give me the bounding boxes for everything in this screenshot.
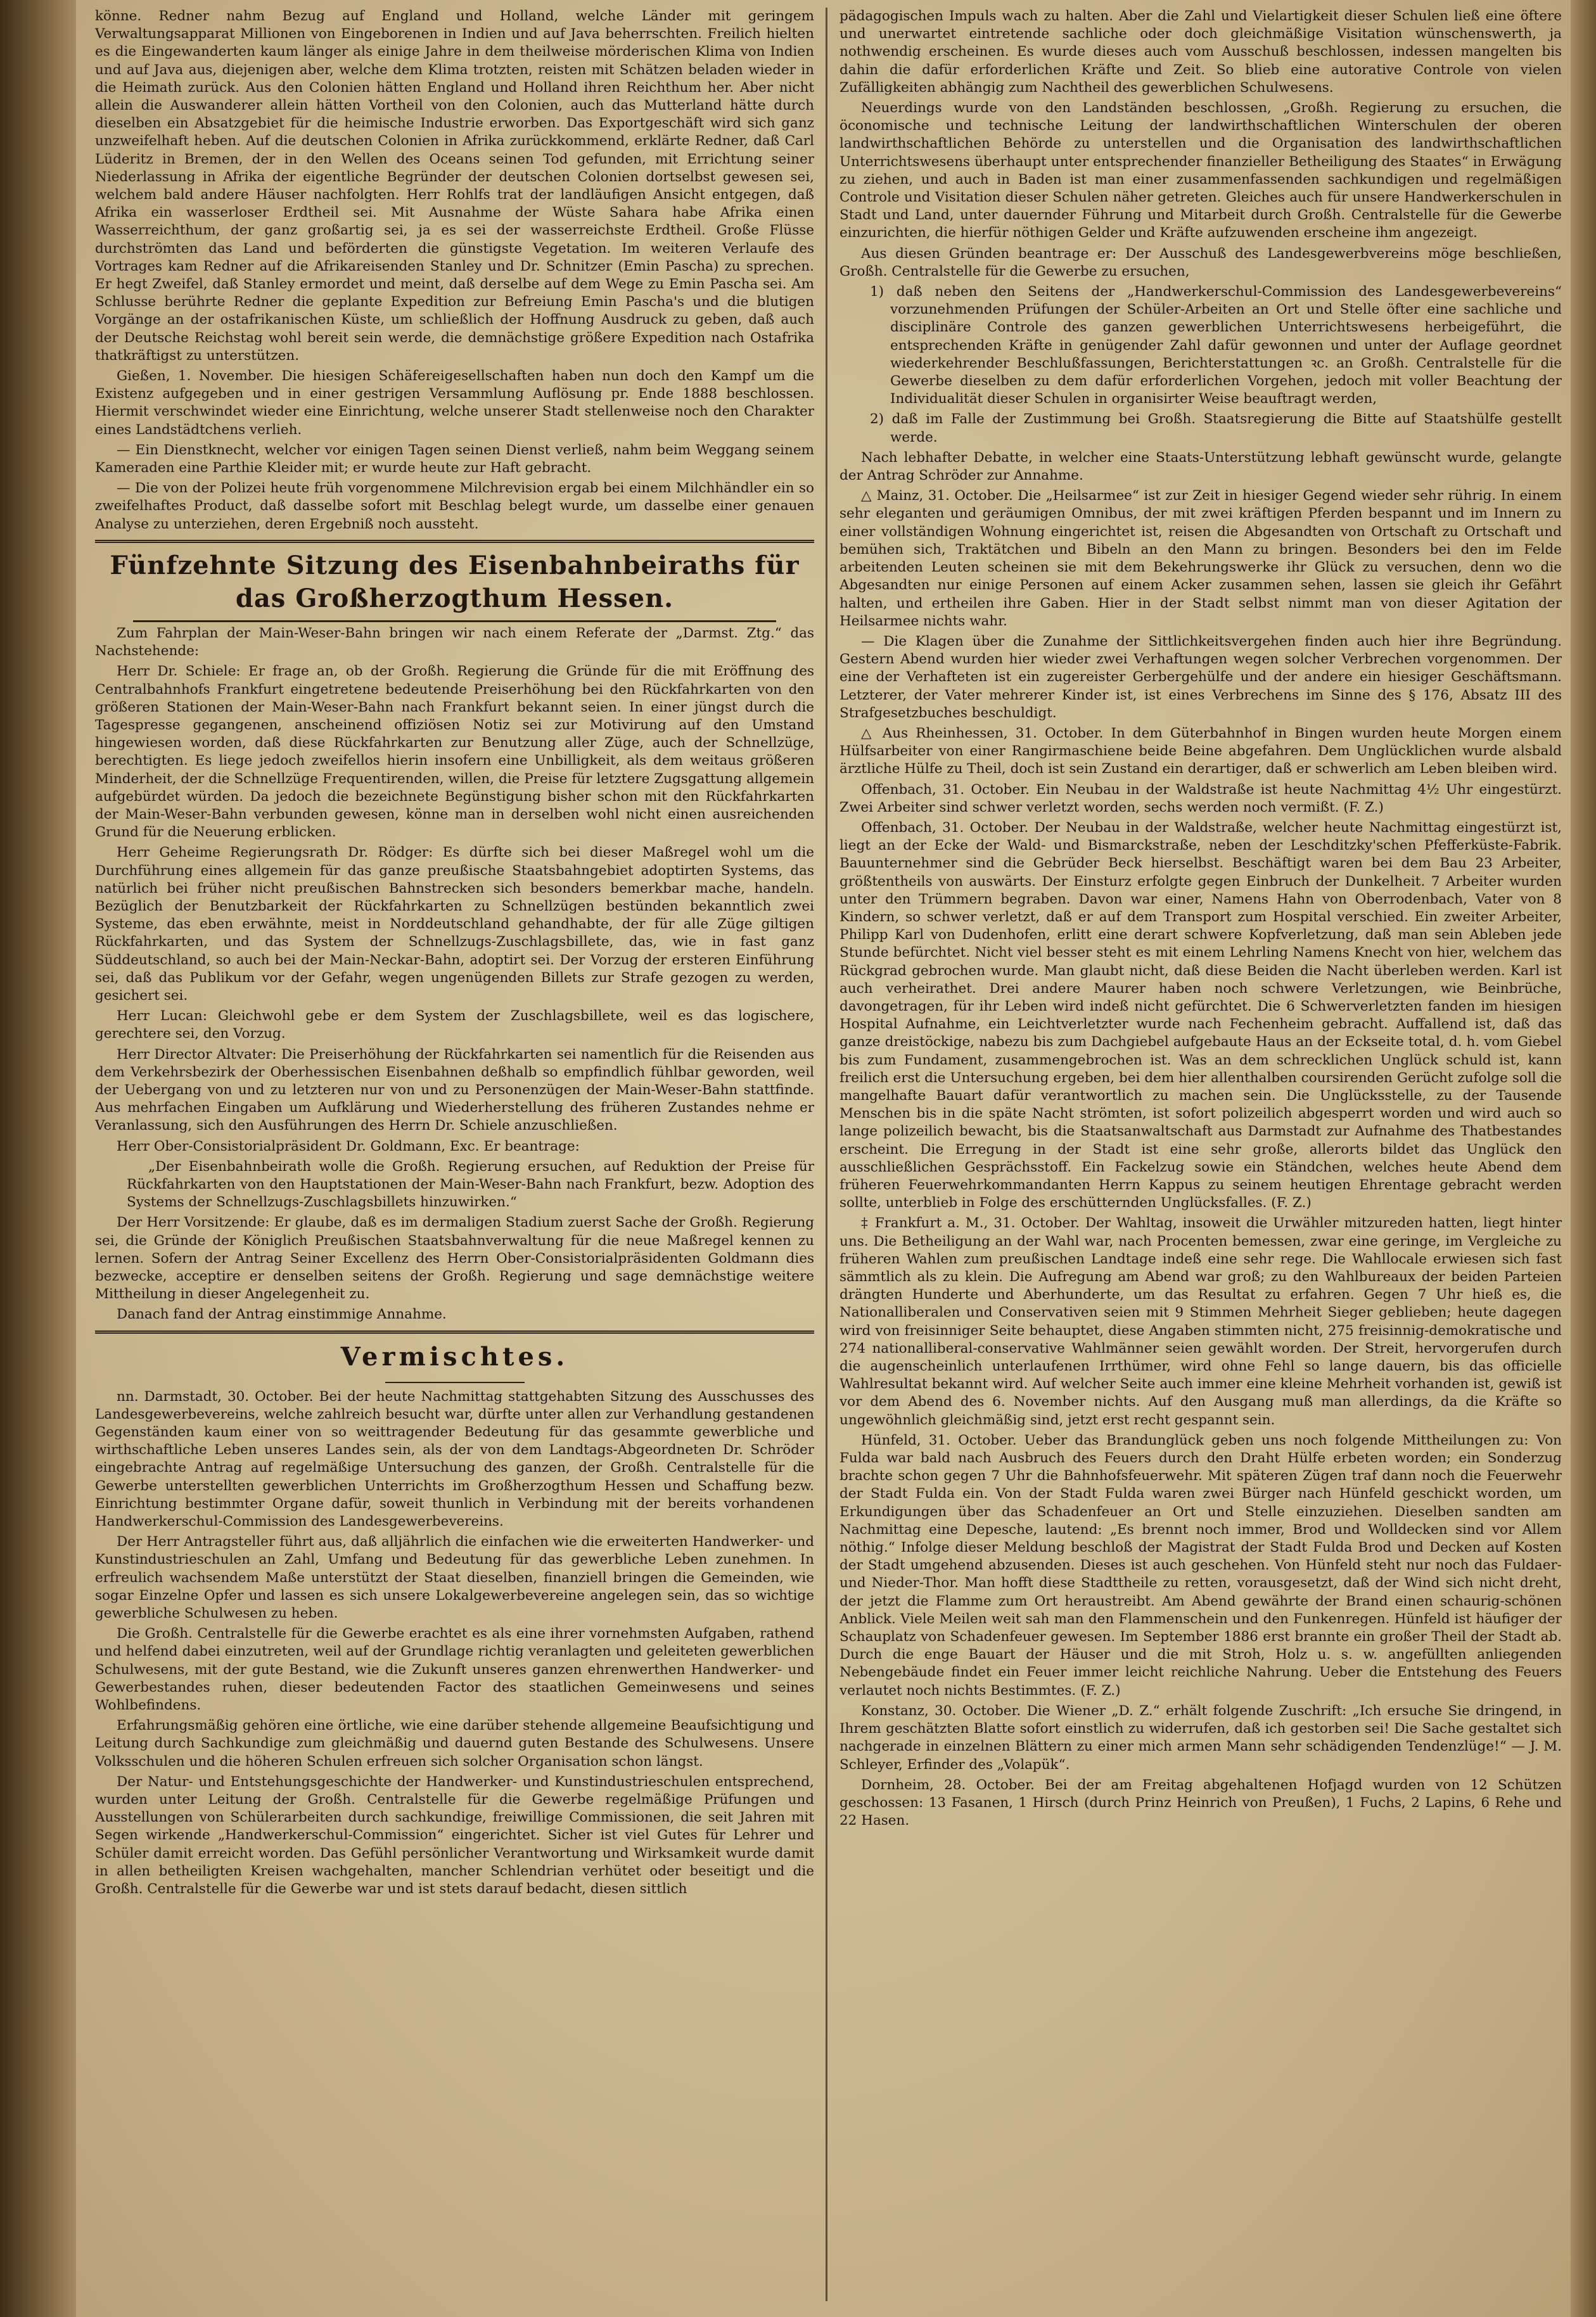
article-paragraph: — Die Klagen über die Zunahme der Sittlichkeitsvergehen finden auch hier ihre Begründung. Gestern Abend wurden hier wieder zwei Verhaftungen wegen solcher Verbrechen vorgenommen. Der eine der Verhafteten ist ein zugereister Gerbergehülfe und der andere ein hiesiger Geschäftsmann. Letzterer, der Vater mehrerer Kinder ist, ist eines Verbrechens im Sinne des § 176, Absatz III des Strafgesetzbuches beschuldigt. [839, 633, 1562, 721]
vermischtes-title: Vermischtes. [340, 1341, 569, 1372]
article-paragraph: Dornheim, 28. October. Bei der am Freitag abgehaltenen Hofjagd wurden von 12 Schützen geschossen: 13 Fasanen, 1 Hirsch (durch Prinz Heinrich von Preußen), 1 Fuchs, 2 Lapins, 6 Rehe und 22 Hasen. [839, 1777, 1562, 1829]
article-paragraph: Herr Geheime Regierungsrath Dr. Rödger: Es dürfte sich bei dieser Maßregel wohl um die Durchführung eines allgemein für das ganze preußische Staatsbahngebiet adoptirten Systems, das natürlich bei früher nicht preußischen Bahnstrecken sich besonders bemerkbar mache, handeln. Bezüglich der Benutzbarkeit der Rückfahrkarten zu Schnellzügen bestünden bekanntlich zwei Systeme, das eben erwähnte, meist in Norddeutschland gehandhabte, der für alle Züge giltigen Rückfahrkarten, und das System der Schnellzugs-Zuschlagsbillete, das, wie in fast ganz Süddeutschland, so auch bei der Main-Neckar-Bahn, adoptirt sei. Der Vorzug der ersteren Einführung sei, daß das Publikum vor der Gefahr, wegen ungenügenden Billets zur Strafe gezogen zu werden, gesichert sei. [95, 845, 814, 1004]
railway-headline: Fünfzehnte Sitzung des Eisenbahnbeiraths für das Großherzogthum Hessen. [110, 550, 800, 613]
article-paragraph: Erfahrungsmäßig gehören eine örtliche, wie eine darüber stehende allgemeine Beaufsichtigung und Leitung durch Sachkundige zum gleichmäßig und dauernd guten Bestande des Schulwesens. Unsere Volksschulen und die höheren Schulen erfreuen sich solcher Organisation schon längst. [95, 1718, 814, 1770]
article-paragraph: △ Aus Rheinhessen, 31. October. In dem Güterbahnhof in Bingen wurden heute Morgen einem Hülfsarbeiter von einer Rangirmaschiene beide Beine abgefahren. Dem Unglücklichen wurde alsbald ärztliche Hülfe zu Theil, doch ist sein Zustand ein derartiger, daß er schwerlich am Leben bleiben wird. [839, 725, 1562, 777]
article-paragraph: könne. Redner nahm Bezug auf England und Holland, welche Länder mit geringem Verwaltungsapparat Millionen von Eingeborenen in Indien und auf Java beherrschten. Freilich hielten es die Eingewanderten kaum länger als einige Jahre in dem theilweise mörderischen Klima von Indien und auf Java aus, diejenigen aber, welche dem Klima trotzten, reisten mit Schätzen beladen wieder in die Heimath zurück. Aus den Colonien hätten England und Holland ihren Reichthum her. Aber nicht allein die Auswanderer allein hätten Vortheil von den Colonien, auch das Mutterland hätte durch dieselben ein Absatzgebiet für die heimische Industrie erworben. Das Exportgeschäft wird sich ganz unzweifelhaft heben. Auf die deutschen Colonien in Afrika zurückkommend, erklärte Redner, daß Carl Lüderitz in Bremen, der in den Wellen des Oceans seinen Tod gefunden, mit Errichtung seiner Niederlassung in Afrika der eigentliche Begründer der deutschen Colonien dortselbst gewesen sei, welchem bald andere Häuser nachfolgten. Herr Rohlfs trat der landläufigen Ansicht entgegen, daß Afrika ein wasserloser Erdtheil sei. Mit Ausnahme der Wüste Sahara habe Afrika einen Wasserreichthum, der ganz großartig sei, ja es sei der wasserreichste Erdtheil. Große Flüsse durchströmten das Land und beförderten die günstigste Vegetation. Im weiteren Verlaufe des Vortrages kam Redner auf die Afrikareisenden Stanley und Dr. Schnitzer (Emin Pascha) zu sprechen. Er hegt Zweifel, daß Stanley ermordet und meint, daß derselbe auf dem Wege zu Emin Pascha sei. Am Schlusse berührte Redner die geplante Expedition zur Befreiung Emin Pascha's und die blutigen Vorgänge an der ostafrikanischen Küste, um schließlich der Hoffnung Ausdruck zu geben, daß auch der Deutsche Reichstag wohl bereit sein werde, die demnächstige größere Expedition nach Ostafrika thatkräftigst zu unterstützen. [95, 8, 814, 364]
article-paragraph: Herr Ober-Consistorialpräsident Dr. Goldmann, Exc. Er beantrage: [117, 1138, 580, 1154]
article-paragraph: Neuerdings wurde von den Landständen beschlossen, „Großh. Regierung zu ersuchen, die öconomische und technische Leitung der landwirthschaftlichen Winterschulen der oberen landwirthschaftlichen Behörde zu unterstellen und die Organisation des landwirthschaftlichen Unterrichtswesens überhaupt unter entsprechender finanzieller Betheiligung des Staates“ in Erwägung zu ziehen, und auch in Baden ist man einer zusammenfassenden sachkundigen und regelmäßigen Controle und Visitation dieser Schulen näher getreten. Gleiches auch für unsere Handwerkerschulen in Stadt und Land, unter dauernder Führung und Mitarbeit durch Großh. Centralstelle für die Gewerbe einzurichten, die hierfür nöthigen Gelder und Kräfte aufzuwenden erscheine ihm angezeigt. [839, 100, 1562, 241]
article-paragraph: Aus diesen Gründen beantrage er: Der Ausschuß des Landesgewerbvereins möge beschließen, Großh. Centralstelle für die Gewerbe zu ersuchen, [839, 245, 1562, 279]
article-paragraph: Danach fand der Antrag einstimmige Annahme. [117, 1306, 447, 1323]
article-paragraph: pädagogischen Impuls wach zu halten. Aber die Zahl und Vielartigkeit dieser Schulen ließ eine öftere und unerwartet eintretende sachliche oder doch gleichmäßige Visitation wünschenswerth, ja nothwendig erscheinen. Es wurde dieses auch vom Ausschuß beschlossen, indessen mangelten bis dahin die dafür erforderlichen Kräfte und Zeit. So blieb eine autorative Controle von vielen Zufälligkeiten abhängig zum Nachtheil des gewerblichen Schulwesens. [839, 8, 1562, 96]
column-divider [826, 8, 827, 2301]
motion-item: 1) daß neben den Seitens der „Handwerkerschul-Commission des Landesgewerbevereins“ vorzunehmenden Prüfungen der Schüler-Arbeiten an Ort und Stelle öfter eine sachliche und disciplinäre Controle des ganzen gewerblichen Unterrichtswesens herbeigeführt, die entsprechenden Kräfte in genügender Zahl dafür gewonnen und unter der Auflage geordnet wiederkehrender Beschlußfassungen, Berichterstattungen ꝛc. an Großh. Centralstelle für die Gewerbe dieselben zu dem dafür erforderlichen Vorgehen, jedoch mit voller Beachtung der Individualität dieser Schulen in organisirter Weise beauftragt werden, [870, 284, 1562, 407]
article-paragraph: ‡ Frankfurt a. M., 31. October. Der Wahltag, insoweit die Urwähler mitzureden hatten, liegt hinter uns. Die Betheiligung an der Wahl war, nach Procenten bemessen, zwar eine geringe, im Vergleiche zu früheren Wahlen zum preußischen Landtage indeß eine sehr rege. Die Wahllocale erwiesen sich fast sämmtlich als zu klein. Die Aufregung am Abend war groß; zu den Wahlbureaux der beiden Parteien drängten Hunderte und Aberhunderte, um das Resultat zu erfahren. Gegen 7 Uhr hieß es, die Nationalliberalen und Conservativen seien mit 9 Stimmen Mehrheit Sieger geblieben; heute dagegen wird von freisinniger Seite behauptet, diese Angaben stimmten nicht, 275 freisinnig-demokratische und 274 nationalliberal-conservative Wahlmänner seien gewählt worden. Der Streit, hervorgerufen durch die augenscheinlich unterlaufenen Irrthümer, wird ohne Fehl so lange dauern, bis das officielle Wahlresultat bekannt wird. Auf welcher Seite auch immer eine kleine Mehrheit vorhanden ist, gewiß ist vor dem Abend des 6. November nichts. Auf den Ausgang muß man allerdings, da die Kräfte so ungewöhnlich gleichmäßig sind, jetzt erst recht gespannt sein. [839, 1215, 1562, 1428]
article-paragraph: Herr Lucan: Gleichwohl gebe er dem System der Zuschlagsbillete, weil es das logischere, gerechtere sei, den Vorzug. [95, 1008, 814, 1042]
left-column [95, 8, 814, 2298]
article-paragraph: Hünfeld, 31. October. Ueber das Brandunglück geben uns noch folgende Mittheilungen zu: Von Fulda war bald nach Ausbruch des Feuers durch den Draht Hülfe erbeten worden; ein Sonderzug brachte schon gegen 7 Uhr die Bahnhofsfeuerwehr. Mit späteren Zügen traf dann noch die Feuerwehr der Stadt Fulda ein. Von der Stadt Fulda waren zwei Bürger nach Hünfeld geschickt worden, um Erkundigungen über das Schadenfeuer an Ort und Stelle einzuziehen. Dieselben sandten am Nachmittag eine Depesche, lautend: „Es brennt noch immer, Brod und Wolldecken sind vor Allem nöthig.“ Infolge dieser Meldung beschloß der Magistrat der Stadt Fulda Brod und Decken auf Kosten der Stadt umgehend abzusenden. Dieses ist auch geschehen. Von Hünfeld steht nur noch das Fuldaer- und Nieder-Thor. Man hofft diese Stadttheile zu retten, vorausgesetzt, daß der Wind sich nicht dreht, der jetzt die Flamme zum Ort heraustreibt. Am Abend gewährte der Brand einen schaurig-schönen Anblick. Viele Meilen weit sah man den Flammenschein und den Funkenregen. Hünfeld ist häufiger der Schauplatz von Schadenfeuer gewesen. Im September 1886 erst brannte ein großer Theil der Stadt ab. Durch die enge Bauart der Häuser und die mit Stroh, Holz u. s. w. angefüllten anliegenden Nebengebäude findet ein Feuer immer leicht reichliche Nahrung. Ueber die Entstehung des Feuers verlautet noch nichts Bestimmtes. (F. Z.) [839, 1432, 1562, 1699]
article-paragraph: Der Herr Antragsteller führt aus, daß alljährlich die einfachen wie die erweiterten Handwerker- und Kunstindustrieschulen an Zahl, Umfang und Bedeutung für das gewerbliche Leben zunehmen. In erfreulich wachsendem Maße unterstützt der Staat dieselben, finanziell bringen die Gemeinden, wie sogar Einzelne Opfer und lassen es sich unsere Lokalgewerbevereine angelegen sein, das so wichtige gewerbliche Schulwesen zu heben. [95, 1534, 814, 1622]
article-paragraph: △ Mainz, 31. October. Die „Heilsarmee“ ist zur Zeit in hiesiger Gegend wieder sehr rührig. In einem sehr eleganten und geräumigen Omnibus, der mit zwei kräftigen Pferden bespannt und im Innern zu einer vollständigen Wohnung eingerichtet ist, reisen die Abgesandten von Ortschaft zu Ortschaft und bemühen sich, Traktätchen und Bibeln an den Mann zu bringen. Besonders bei den im Felde arbeitenden Leuten scheinen sie mit dem Bekehrungswerke ihr Glück zu versuchen, denn wo die Abgesandten nur einige Personen auf einem Acker zusammen sehen, lassen sie gleich ihr Gefährt halten, und ertheilen ihre Gaben. Hier in der Stadt selbst nimmt man von dieser Agitation der Heilsarmee nichts wahr. [839, 488, 1562, 629]
article-paragraph: — Ein Dienstknecht, welcher vor einigen Tagen seinen Dienst verließ, nahm beim Weggang seinem Kameraden eine Parthie Kleider mit; er wurde heute zur Haft gebracht. [95, 442, 814, 476]
section-rule [95, 540, 814, 543]
article-paragraph: Herr Director Altvater: Die Preiserhöhung der Rückfahrkarten sei namentlich für die Reisenden aus dem Verkehrsbezirk der Oberhessischen Eisenbahnen deßhalb so empfindlich fühlbar geworden, weil der Uebergang von und zu letzteren nur von und zu Personenzügen der Main-Weser-Bahn stattfinde. Aus mehrfachen Eingaben um Aufklärung und Wiederherstellung des früheren Zustandes nehme er Veranlassung, sich den Ausführungen des Herrn Dr. Schiele anzuschließen. [95, 1046, 814, 1134]
article-paragraph: Nach lebhafter Debatte, in welcher eine Staats-Unterstützung lebhaft gewünscht wurde, gelangte der Antrag Schröder zur Annahme. [839, 449, 1562, 484]
title-rule [385, 1382, 525, 1383]
page-binding-edge [0, 0, 76, 2317]
article-paragraph: Der Natur- und Entstehungsgeschichte der Handwerker- und Kunstindustrieschulen entsprechend, wurden unter Leitung der Großh. Centralstelle für die Gewerbe regelmäßige Prüfungen und Ausstellungen von Schülerarbeiten durch sachkundige, freiwillige Commissionen, die seit Jahren mit Segen wirkende „Handwerkerschul-Commission“ eingerichtet. Sicher ist viel Gutes für Lehrer und Schüler damit erreicht worden. Das Gefühl persönlicher Verantwortung und Wirksamkeit wurde damit in allen betheiligten Kreisen wachgehalten, mancher Schlendrian verhütet oder beseitigt und die Großh. Centralstelle für die Gewerbe war und ist stets darauf bedacht, diesen sittlich [95, 1773, 814, 1898]
article-paragraph: Konstanz, 30. October. Die Wiener „D. Z.“ erhält folgende Zuschrift: „Ich ersuche Sie dringend, in Ihrem geschätzten Blatte sofort einstlich zu widerrufen, daß ich gestorben sei! Die Sache gestaltet sich nachgerade in einzelnen Blättern zu einer mich armen Mann sehr schädigenden Tendenzlüge!“ — J. M. Schleyer, Erfinder des „Volapük“. [839, 1702, 1562, 1773]
page-right-edge [1571, 0, 1596, 2317]
headline-rule [133, 620, 776, 622]
article-paragraph: Der Herr Vorsitzende: Er glaube, daß es im dermaligen Stadium zuerst Sache der Großh. Regierung sei, die Gründe der Königlich Preußischen Staatsbahnverwaltung für die neue Maßregel kennen zu lernen. Sofern der Antrag Seiner Excellenz des Herrn Ober-Consistorialpräsidenten Goldmann dies bezwecke, acceptire er denselben seitens der Großh. Regierung und sage demnächstige weitere Mittheilung in dieser Angelegenheit zu. [95, 1215, 814, 1303]
right-column [839, 8, 1562, 2298]
article-paragraph: Zum Fahrplan der Main-Weser-Bahn bringen wir nach einem Referate der „Darmst. Ztg.“ das Nachstehende: [95, 625, 814, 660]
motion-quote: „Der Eisenbahnbeirath wolle die Großh. Regierung ersuchen, auf Reduktion der Preise für Rückfahrkarten von den Hauptstationen der Main-Weser-Bahn nach Frankfurt, bezw. Adoption des Systems der Schnellzugs-Zuschlagsbillets hinzuwirken.“ [127, 1158, 814, 1211]
article-paragraph: Offenbach, 31. October. Der Neubau in der Waldstraße, welcher heute Nachmittag eingestürzt ist, liegt an der Ecke der Wald- und Bismarckstraße, neben der Leschditzky'schen Pfefferküste-Fabrik. Bauunternehmer sind die Gebrüder Beck hierselbst. Beschäftigt waren bei dem Bau 23 Arbeiter, größtentheils von auswärts. Der Einsturz erfolgte gegen Einbruch der Dunkelheit. 7 Arbeiter wurden unter den Trümmern begraben. Davon war einer, Namens Hahn von Oberrodenbach, Vater von 8 Kindern, so schwer verletzt, daß er auf dem Transport zum Hospital verschied. Ein zweiter Arbeiter, Philipp Karl von Dudenhofen, erlitt eine derart schwere Kopfverletzung, daß man sein Ableben jede Stunde befürchtet. Nicht viel besser steht es mit einem Lehrling Namens Knecht von hier, welchem das Rückgrad gebrochen wurde. Man glaubt nicht, daß diese Beiden die Nacht überleben werden. Karl ist auch verheirathet. Drei andere Maurer haben noch schwere Verletzungen, wie Beinbrüche, davongetragen, für ihr Leben wird indeß nicht gefürchtet. Die 6 Schwerverletzten fanden im hiesigen Hospital Aufnahme, ein Leichtverletzter wurde nach Fechenheim gebracht. Auffallend ist, daß das ganze dreistöckige, nabezu bis zum Dachgiebel aufgebaute Haus an der Eckseite total, d. h. vom Giebel bis zum Fundament, zusammengebrochen ist. Was an dem schrecklichen Unglück schuld ist, kann freilich erst die Untersuchung ergeben, bei dem hier allenthalben coursirenden Gerücht zufolge soll die mangelhafte Bauart dafür verantwortlich zu machen sein. Die Unglücksstelle, zu der Tausende Menschen bis in die späte Nacht strömten, ist sofort polizeilich abgesperrt worden und wird auch so lange polizeilich bewacht, bis die Staatsanwaltschaft aus Darmstadt zur Aufnahme des Thatbestandes erscheint. Die Erregung in der Stadt ist eine sehr große, allerorts bildet das Unglück den ausschließlichen Gesprächsstoff. Ein Fackelzug sowie ein Ständchen, welches heute Abend dem früheren Feuerwehrkommandanten Herrn Kappus zu seinem heutigen Ehrentage gebracht werden sollte, unterblieb in Folge des erschütternden Unglücksfalles. (F. Z.) [839, 819, 1562, 1211]
article-paragraph: Gießen, 1. November. Die hiesigen Schäfereigesellschaften haben nun doch den Kampf um die Existenz aufgegeben und in einer gestrigen Versammlung Auflösung pr. Ende 1888 beschlossen. Hiermit verschwindet wieder eine Einrichtung, welche unserer Stadt stellenweise noch den Charakter eines Landstädtchens verlieh. [95, 368, 814, 438]
article-paragraph: Herr Dr. Schiele: Er frage an, ob der Großh. Regierung die Gründe für die mit Eröffnung des Centralbahnhofs Frankfurt eingetretene bedeutende Preiserhöhung bei den Rückfahrkarten von den größeren Stationen der Main-Weser-Bahn nach Frankfurt bekannt seien. In einer jüngst durch die Tagespresse gegangenen, anscheinend offiziösen Notiz sei zur Motivirung auf den Umstand hingewiesen worden, daß diese Rückfahrkarten zur Benutzung aller Züge, auch der Schnellzüge, berechtigten. Es liege jedoch zweifellos hierin insofern eine Unbilligkeit, als dem weitaus größeren Minderheit, der die Schnellzüge Frequentirenden, willen, die Preise für letztere Zugsgattung allgemein aufgebürdet würden. Da jedoch die bezeichnete Begünstigung bisher schon mit den Rückfahrkarten der Main-Weser-Bahn verbunden gewesen, könne man in derselben wohl nicht einen ausreichenden Grund für die Neuerung erblicken. [95, 663, 814, 841]
article-paragraph: Die Großh. Centralstelle für die Gewerbe erachtet es als eine ihrer vornehmsten Aufgaben, rathend und helfend dabei einzutreten, weil auf der Grundlage richtig veranlagten und geleiteten gewerblichen Schulwesens, mit der gute Bestand, wie die Zukunft unseres ganzen ehrenwerthen Handwerker- und Gewerbestandes ruhen, dieser bedeutenden Factor des staatlichen Gemeinwesens und seines Wohlbefindens. [95, 1626, 814, 1714]
article-paragraph: — Die von der Polizei heute früh vorgenommene Milchrevision ergab bei einem Milchhändler ein so zweifelhaftes Product, daß dasselbe sofort mit Beschlag belegt wurde, um dasselbe einer genauen Analyse zu unterziehen, deren Ergebniß noch aussteht. [95, 480, 814, 532]
section-rule [95, 1331, 814, 1334]
article-paragraph: nn. Darmstadt, 30. October. Bei der heute Nachmittag stattgehabten Sitzung des Ausschusses des Landesgewerbevereins, welche zahlreich besucht war, dürfte unter allen zur Verhandlung gestandenen Gegenständen kaum einer von so weittragender Bedeutung für das gesammte gewerbliche und wirthschaftliche Leben unseres Landes sein, als der von dem Landtags-Abgeordneten Dr. Schröder eingebrachte Antrag auf regelmäßige Untersuchung des ganzen, der Großh. Centralstelle für die Gewerbe unterstellten gewerblichen Unterrichts im Großherzogthum Hessen und Schaffung bezw. Einrichtung bestimmter Organe dafür, soweit thunlich in Verbindung mit der bereits vorhandenen Handwerkerschul-Commission des Landesgewerbevereins. [95, 1388, 814, 1530]
article-paragraph: Offenbach, 31. October. Ein Neubau in der Waldstraße ist heute Nachmittag 4½ Uhr eingestürzt. Zwei Arbeiter sind schwer verletzt worden, sechs werden noch vermißt. (F. Z.) [839, 781, 1562, 815]
motion-item: 2) daß im Falle der Zustimmung bei Großh. Staatsregierung die Bitte auf Staatshülfe gestellt werde. [870, 411, 1562, 445]
